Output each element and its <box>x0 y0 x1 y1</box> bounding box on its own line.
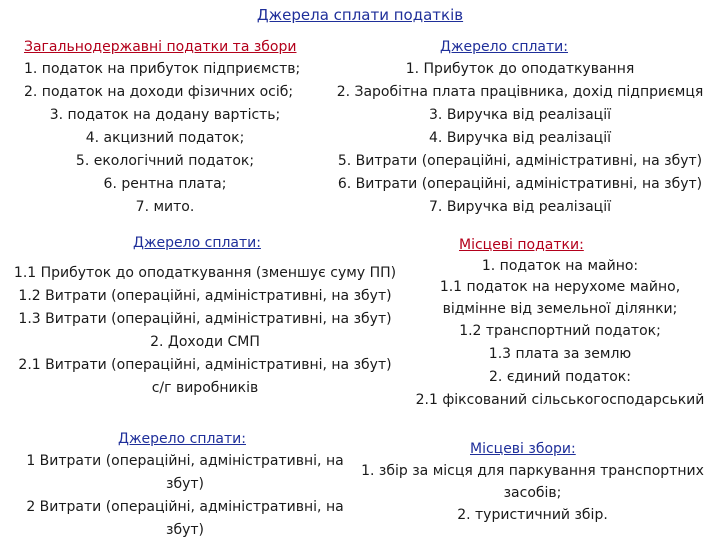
page-title: Джерела сплати податків <box>256 6 464 24</box>
list-item: 1.3 плата за землю <box>488 346 632 362</box>
source-list-3 <box>0 450 370 542</box>
list-item: 2.1 Витрати (операційні, адміністративні, на збут) <box>18 357 392 373</box>
list-item: 2. Доходи СМП <box>150 334 260 350</box>
source-heading-3: Джерело сплати: <box>118 431 246 447</box>
source-list-2 <box>0 262 410 400</box>
list-item: 1.2 транспортний податок; <box>459 323 661 339</box>
list-item: 2. туристичний збір. <box>457 507 608 523</box>
list-item: 2. податок на доходи фізичних осіб; <box>24 84 294 100</box>
list-item: 5. екологічний податок; <box>75 153 255 169</box>
list-item: збут) <box>166 476 204 492</box>
list-item: 2. Заробітна плата працівника, дохід підприємця <box>336 84 704 100</box>
list-item: 3. податок на додану вартість; <box>49 107 281 123</box>
source-heading-2: Джерело сплати: <box>133 235 261 251</box>
source-heading-1: Джерело сплати: <box>440 39 568 55</box>
list-item: 4. акцизний податок; <box>85 130 245 146</box>
list-item: 1.2 Витрати (операційні, адміністративні, на збут) <box>18 288 392 304</box>
list-item: 1.1 податок на нерухоме майно, <box>439 279 681 295</box>
local-fees-heading: Місцеві збори: <box>470 441 576 457</box>
list-item: 1. збір за місця для паркування транспортних <box>361 463 704 479</box>
list-item: 1.3 Витрати (операційні, адміністративні, на збут) <box>18 311 392 327</box>
national-taxes-heading: Загальнодержавні податки та збори <box>24 39 297 55</box>
list-item: 7. мито. <box>135 199 195 215</box>
list-item: 1. податок на прибуток підприємств; <box>24 61 301 77</box>
list-item: с/г виробників <box>151 380 259 396</box>
list-item: 5. Витрати (операційні, адміністративні, на збут) <box>337 153 703 169</box>
list-item: 1.1 Прибуток до оподаткування (зменшує суму ПП) <box>13 265 397 281</box>
local-taxes-heading: Місцеві податки: <box>459 237 584 253</box>
list-item: 6. Витрати (операційні, адміністративні, на збут) <box>337 176 703 192</box>
list-item: 2. єдиний податок: <box>489 369 631 385</box>
list-item: 1. Прибуток до оподаткування <box>405 61 635 77</box>
list-item: відмінне від земельної ділянки; <box>442 301 678 317</box>
list-item: 6. рентна плата; <box>103 176 227 192</box>
list-item: 7. Виручка від реалізації <box>429 199 611 215</box>
list-item: 1 Витрати (операційні, адміністративні, на <box>26 453 344 469</box>
list-item: 1. податок на майно: <box>481 258 639 274</box>
list-item: засобів; <box>503 485 562 501</box>
national-taxes-list <box>0 58 330 219</box>
list-item: 2.1 фіксований сільськогосподарський <box>415 392 705 408</box>
list-item: 3. Виручка від реалізації <box>429 107 611 123</box>
list-item: 4. Виручка від реалізації <box>429 130 611 146</box>
local-fees-list <box>345 460 720 526</box>
list-item: 2 Витрати (операційні, адміністративні, на <box>26 499 344 515</box>
local-taxes-list <box>400 256 720 412</box>
source-list-1 <box>320 58 720 219</box>
list-item: збут) <box>166 522 204 538</box>
